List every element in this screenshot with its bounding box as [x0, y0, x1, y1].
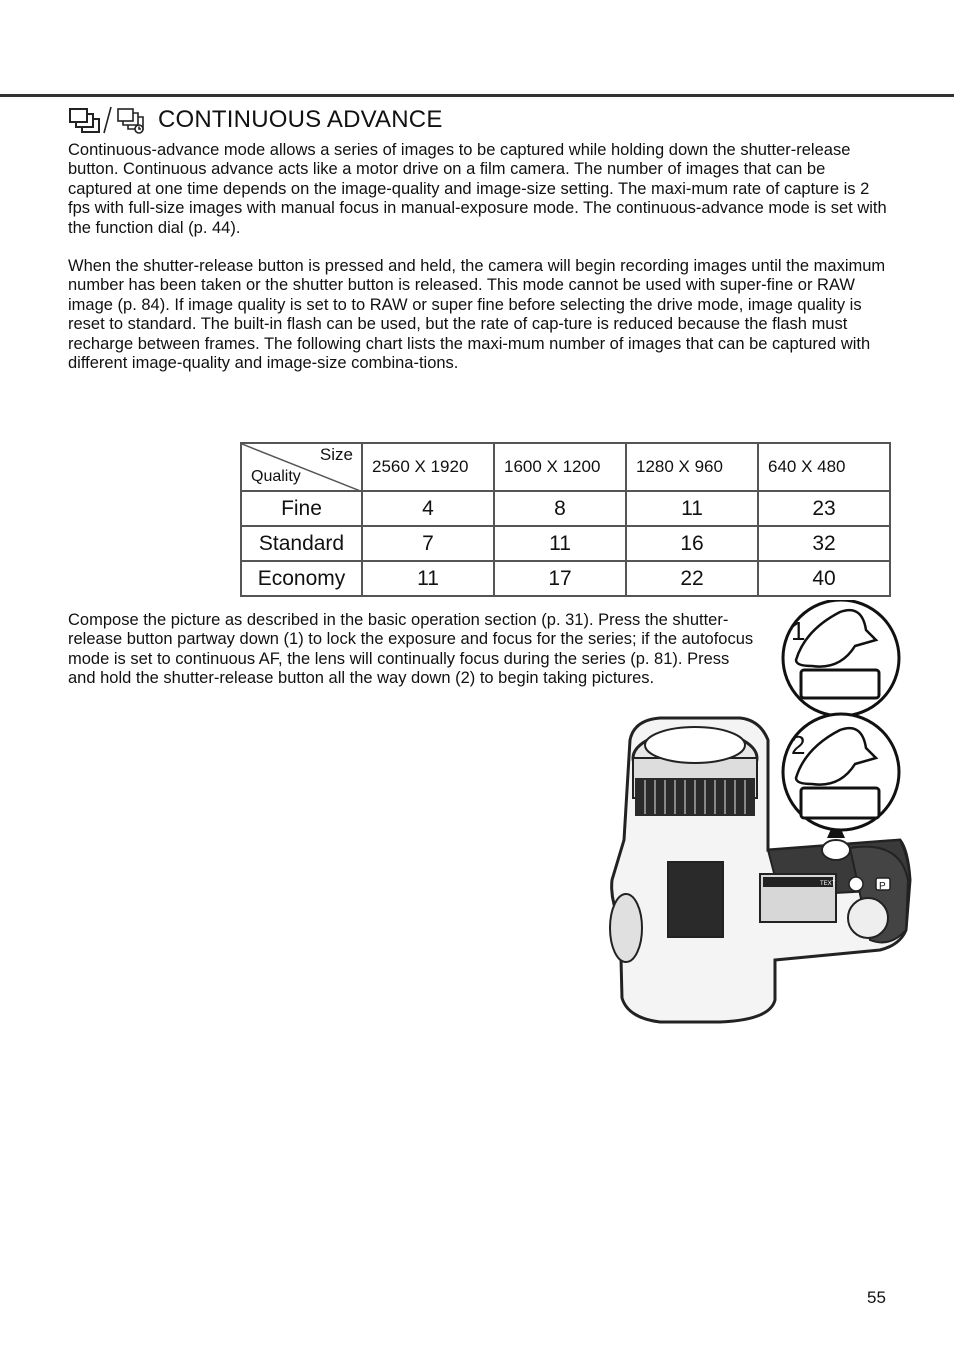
table-cell: 11 [494, 526, 626, 561]
page-number: 55 [867, 1288, 886, 1307]
step-1-label: 1 [791, 616, 806, 646]
corner-quality-label: Quality [251, 468, 301, 485]
table-cell: 16 [626, 526, 758, 561]
table-cell: 22 [626, 561, 758, 596]
top-rule [0, 94, 954, 97]
continuous-advance-icon [68, 105, 148, 135]
viewfinder [668, 862, 723, 937]
lcd-label: TEXT [820, 881, 836, 887]
column-header: 2560 X 1920 [362, 443, 494, 491]
operation-paragraph: Compose the picture as described in the basic operation section (p. 31). Press the shutter-release button partway down (1) to lock the exposure and focus for the series; if the autofocus mode is set to continuous AF, the lens will continually focus during the series (p. 81). Press and hold the shutter-release button all the way down (2) to begin taking pictures. [68, 611, 754, 688]
table-row [241, 561, 890, 596]
table-cell: 40 [758, 561, 890, 596]
intro-paragraph: Continuous-advance mode allows a series of images to be captured while holding down the shutter-release button. Continuous advance acts like a motor drive on a film camera. The number of images that can be captured at one time depends on the image-quality and image-size setting. The maxi-mum rate of capture is 2 fps with full-size images with manual focus in manual-exposure mode. The continuous-advance mode is set with the function dial (p. 44). [68, 141, 887, 237]
table-cell: 17 [494, 561, 626, 596]
camera-illustration [600, 600, 930, 1030]
camera-lens [633, 727, 757, 816]
row-label: Fine [241, 491, 362, 526]
table-row [241, 491, 890, 526]
table-cell: 11 [626, 491, 758, 526]
step-2-label: 2 [791, 730, 806, 760]
row-label: Standard [241, 526, 362, 561]
table-corner-cell [241, 443, 362, 491]
page-title: CONTINUOUS ADVANCE [158, 106, 443, 133]
table-cell: 32 [758, 526, 890, 561]
shutter-button [822, 840, 850, 860]
column-header: 1280 X 960 [626, 443, 758, 491]
section-heading [68, 104, 443, 136]
table-cell: 4 [362, 491, 494, 526]
table-cell: 11 [362, 561, 494, 596]
table-cell: 23 [758, 491, 890, 526]
table-header-row [241, 443, 890, 491]
side-dial [610, 894, 642, 962]
table-row [241, 526, 890, 561]
image-capacity-table [240, 442, 891, 597]
column-header: 640 X 480 [758, 443, 890, 491]
row-label: Economy [241, 561, 362, 596]
mode-dial [848, 898, 888, 938]
corner-size-label: Size [319, 445, 353, 464]
table-cell: 8 [494, 491, 626, 526]
column-header: 1600 X 1200 [494, 443, 626, 491]
table-cell: 7 [362, 526, 494, 561]
shutter-paragraph: When the shutter-release button is pressed and held, the camera will begin recording images until the maximum number has been taken or the shutter button is released. This mode cannot be used with super-fine or RAW image (p. 84). If image quality is set to to RAW or super fine before selecting the drive mode, image quality is reset to standard. The built-in flash can be used, but the rate of cap-ture is reduced because the flash must recharge between frames. The following chart lists the maxi-mum number of images that can be captured with different image-quality and image-size combina-tions. [68, 257, 886, 373]
mode-dial-label: P [879, 881, 886, 892]
